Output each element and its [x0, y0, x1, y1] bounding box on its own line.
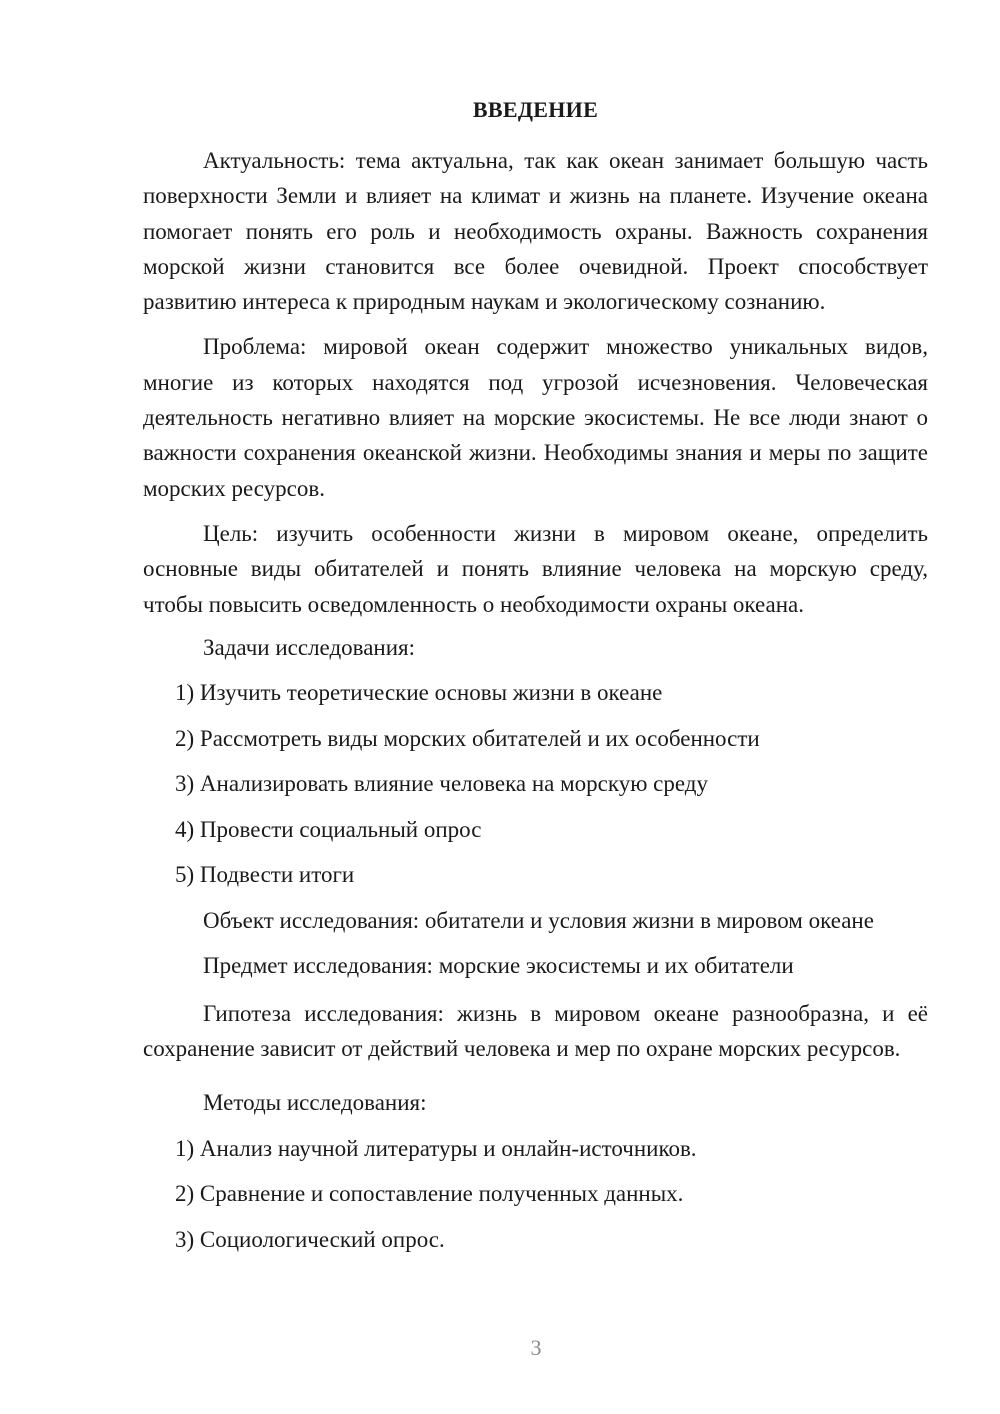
section-title: ВВЕДЕНИЕ [472, 97, 599, 122]
task-item: 2) Рассмотреть виды морских обитателей и их особенности [175, 725, 760, 751]
task-item: 1) Изучить теоретические основы жизни в океане [175, 680, 663, 706]
task-item: 4) Провести социальный опрос [175, 816, 482, 842]
task-item: 5) Подвести итоги [175, 862, 355, 888]
methods-heading: Методы исследования: [203, 1090, 427, 1116]
page-content [143, 94, 928, 1269]
method-item: 3) Социологический опрос. [175, 1226, 445, 1252]
page-number: 3 [530, 1335, 542, 1360]
methods-list [143, 1133, 928, 1256]
relevance-paragraph: Актуальность: тема актуальна, так как океан занимает большую часть поверхности Земли и влияет на климат и жизнь на планете. Изучение океана помогает понять его роль и необходимость охраны. Важность сохранения морской жизни становится все более очевидной. Проект способствует развитию интереса к природным наукам и экологическому сознанию. [143, 148, 928, 315]
tasks-list [143, 677, 928, 891]
method-item: 1) Анализ научной литературы и онлайн-источников. [175, 1135, 697, 1161]
task-item: 3) Анализировать влияние человека на морскую среду [175, 771, 708, 797]
hypothesis-paragraph: Гипотеза исследования: жизнь в мировом океане разнообразна, и её сохранение зависит от действий человека и мер по охране морских ресурсов. [143, 1000, 928, 1062]
tasks-heading: Задачи исследования: [203, 634, 416, 660]
method-item: 2) Сравнение и сопоставление полученных данных. [175, 1181, 684, 1207]
goal-paragraph: Цель: изучить особенности жизни в мировом океане, определить основные виды обитателей и понять влияние человека на морскую среду, чтобы повысить осведомленность о необходимости охраны океана. [143, 520, 928, 617]
research-object: Объект исследования: обитатели и условия жизни в мировом океане [203, 907, 874, 933]
problem-paragraph: Проблема: мировой океан содержит множество уникальных видов, многие из которых находятся под угрозой исчезновения. Человеческая деятельность негативно влияет на морские экосистемы. Не все люди знают о важности сохранения океанской жизни. Необходимы знания и меры по защите морских ресурсов. [143, 334, 928, 501]
research-subject: Предмет исследования: морские экосистемы и их обитатели [203, 953, 794, 979]
